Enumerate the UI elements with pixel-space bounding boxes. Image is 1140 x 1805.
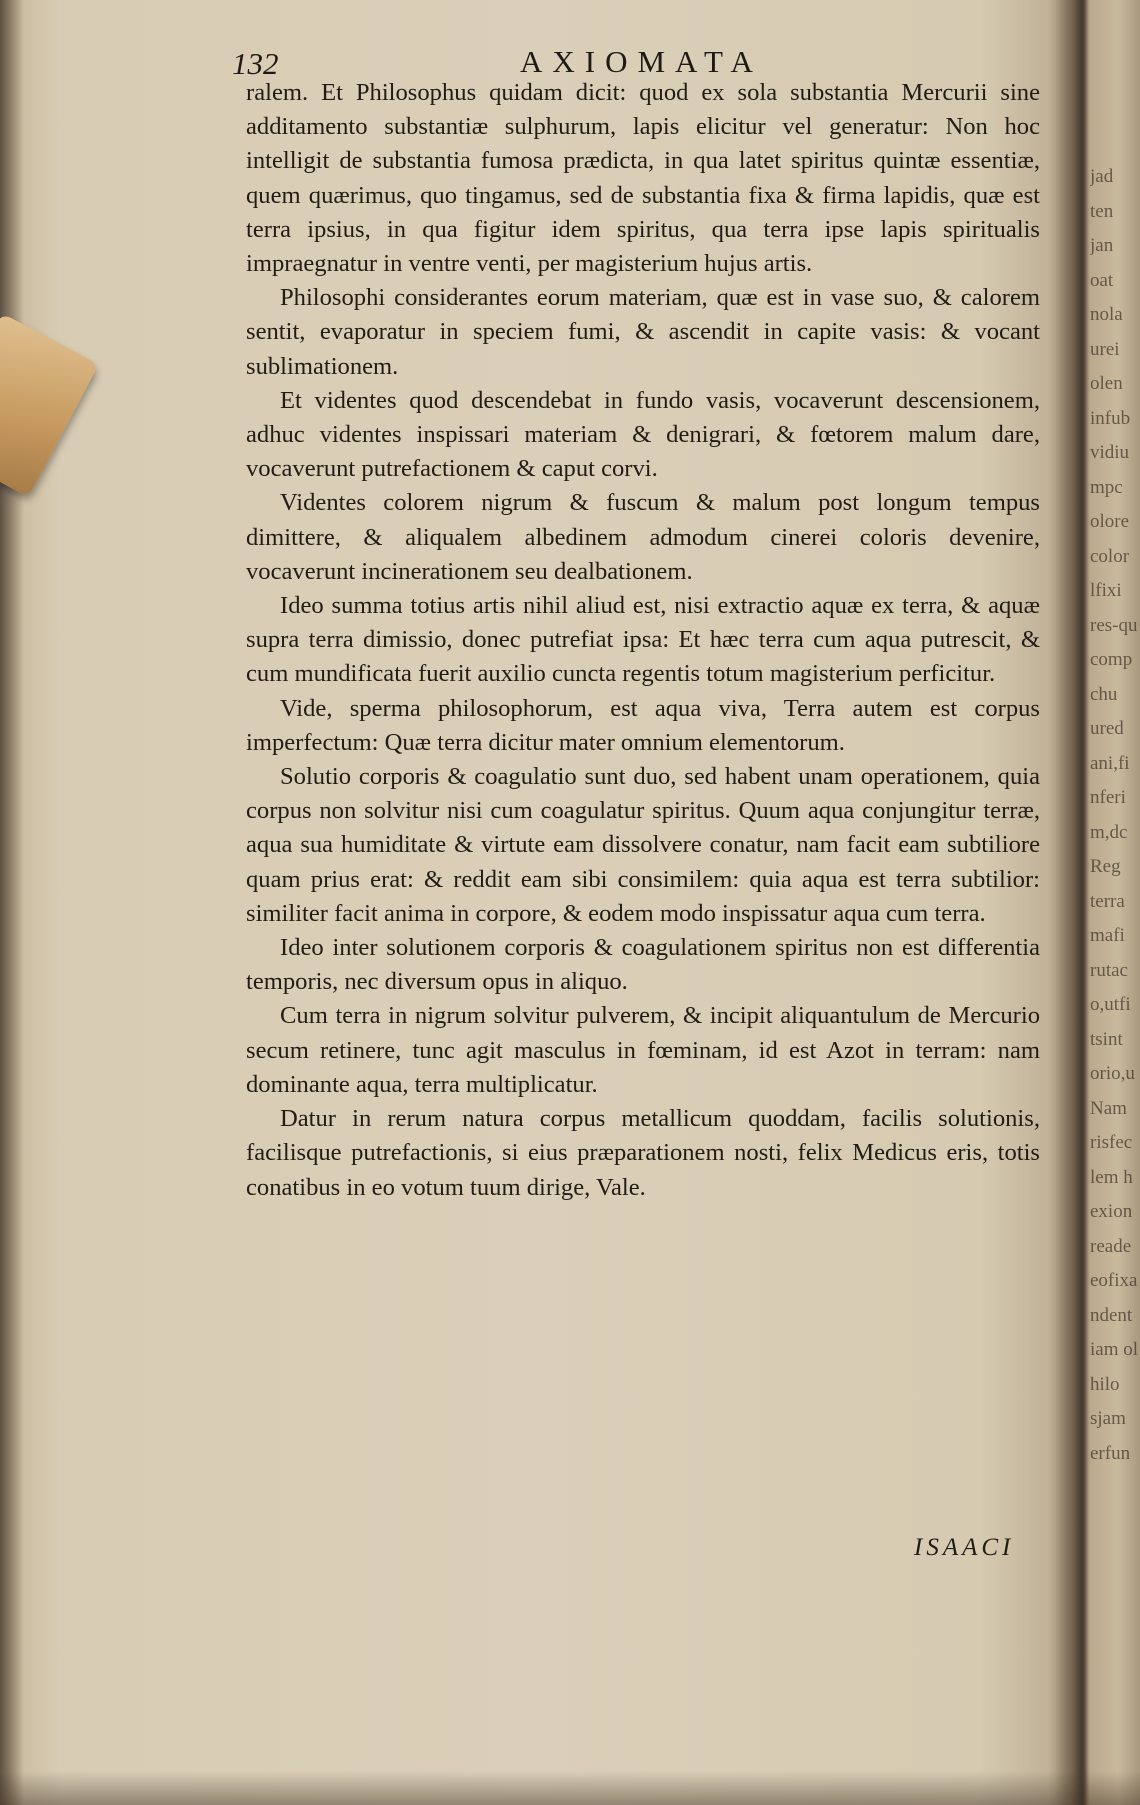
page-bottom-edge (0, 1771, 1140, 1805)
gutter-shadow (1048, 0, 1088, 1805)
facing-page-fragment: ani,fi (1090, 752, 1130, 774)
paragraph: Ideo inter solutionem corporis & coagulationem spiritus non est differentia temporis, nec diversum opus in aliquo. (246, 934, 1040, 996)
facing-page-fragment: terra (1090, 890, 1125, 912)
facing-page-fragment: nola (1090, 304, 1123, 325)
facing-page-fragment: color (1090, 545, 1130, 567)
page-number: 132 (232, 46, 279, 81)
paragraph: Cum terra in nigrum solvitur pulverem, & incipit aliquantulum de Mercurio secum retinere, tunc agit masculus in fœminam, id est Azot in terram: nam dominante aqua, terra multiplicatur. (246, 1002, 1040, 1098)
facing-page-fragment: orio,u (1090, 1063, 1135, 1084)
paragraph: Datur in rerum natura corpus metallicum quoddam, facilis solutionis, facilisque putrefactionis, si eius præparationem nosti, felix Medicus eris, totis conatibus in eo votum tuum dirige, Vale. (246, 1105, 1040, 1201)
facing-page-fragment: erfun (1090, 1442, 1131, 1464)
facing-page-fragment: infub (1090, 407, 1131, 429)
facing-page-fragment: res-qu (1090, 614, 1138, 636)
facing-page-fragment: rutac (1090, 959, 1128, 981)
paper-bookmark-tab (0, 313, 99, 497)
facing-page-edge-text (1090, 160, 1140, 1560)
paragraph: Solutio corporis & coagulatio sunt duo, sed habent unam operationem, quia corpus non solvitur nisi cum coagulatur spiritus. Quum aqua conjungitur terræ, aqua sua humiditate & virtute eam dissolvere conatur, nam facit eam subtiliore quam prius erat: & reddit eam sibi consimilem: quia aqua est terra subtilior: similiter facit anima in corpore, & eodem modo inspissatur aqua cum terra. (246, 763, 1040, 927)
facing-page-fragment: mafi (1090, 925, 1125, 946)
catchword: ISAACI (914, 1534, 1015, 1561)
main-text (246, 76, 1040, 1205)
facing-page-fragment: tsint (1090, 1028, 1123, 1050)
facing-page-fragment: exion (1090, 1201, 1133, 1222)
facing-page-fragment: Reg (1090, 856, 1121, 877)
facing-page-fragment: Nam (1090, 1097, 1127, 1119)
facing-page-fragment: risfec (1090, 1132, 1133, 1153)
facing-page-fragment: nferi (1090, 787, 1126, 808)
facing-page-fragment: lfixi (1090, 580, 1122, 601)
facing-page-fragment: m,dc (1090, 821, 1128, 843)
facing-page-fragment: mpc (1090, 476, 1123, 498)
paragraph: Et videntes quod descendebat in fundo vasis, vocaverunt descensionem, adhuc videntes inspissari materiam & denigrari, & fœtorem malum dare, vocaverunt putrefactionem & caput corvi. (246, 386, 1040, 483)
paragraph: Ideo summa totius artis nihil aliud est, nisi extractio aquæ ex terra, & aquæ supra terra dimissio, donec putrefiat ipsa: Et hæc terra cum aqua putrescit, & cum mundificata fuerit auxilio cuncta regentis totum magisterium perficitur. (246, 592, 1040, 688)
facing-page-fragment: oat (1090, 269, 1114, 291)
running-title: AXIOMATA (520, 44, 763, 79)
facing-page-fragment: ndent (1090, 1304, 1133, 1326)
facing-page-fragment: hilo (1090, 1373, 1120, 1395)
facing-page-fragment: iam ol (1090, 1339, 1139, 1360)
facing-page-fragment: ten (1090, 200, 1114, 222)
facing-page-fragment: vidiu (1090, 442, 1130, 463)
facing-page-fragment: jad (1090, 166, 1114, 187)
facing-page-fragment: olore (1090, 511, 1130, 532)
paragraph: ralem. Et Philosophus quidam dicit: quod ex sola substantia Mercurii sine additamento substantiæ sulphurum, lapis elicitur vel generatur: Non hoc intelligit de substantia fumosa prædicta, in qua latet spiritus quintæ essentiæ, quem quærimus, quo tingamus, sed de substantia fixa & firma lapidis, quæ est terra ipsius, in qua figitur idem spiritus, qua terra ipse lapis spiritualis impraegnatur in ventre venti, per magisterium hujus artis. (246, 79, 1040, 278)
facing-page-fragment: olen (1090, 373, 1123, 394)
paragraph: Philosophi considerantes eorum materiam, quæ est in vase suo, & calorem sentit, evaporatur in speciem fumi, & ascendit in capite vasis: & vocant sublimationem. (246, 284, 1040, 380)
facing-page-fragment: o,utfi (1090, 994, 1131, 1015)
facing-page-fragment: reade (1090, 1235, 1132, 1257)
facing-page-fragment: ured (1090, 718, 1124, 739)
facing-page-fragment: lem h (1090, 1166, 1133, 1188)
facing-page-fragment: comp (1090, 649, 1133, 670)
paragraph: Vide, sperma philosophorum, est aqua viva, Terra autem est corpus imperfectum: Quæ terra dicitur mater omnium elementorum. (246, 694, 1040, 756)
facing-page-fragment: sjam (1090, 1408, 1126, 1429)
facing-page-fragment: eofixa (1090, 1270, 1138, 1291)
facing-page-fragment: jan (1090, 235, 1114, 256)
facing-page-fragment: chu (1090, 683, 1118, 705)
paragraph: Videntes colorem nigrum & fuscum & malum post longum tempus dimittere, & aliqualem albedinem admodum cinerei coloris devenire, vocaverunt incinerationem seu dealbationem. (246, 489, 1040, 585)
facing-page-fragment: urei (1090, 338, 1120, 360)
